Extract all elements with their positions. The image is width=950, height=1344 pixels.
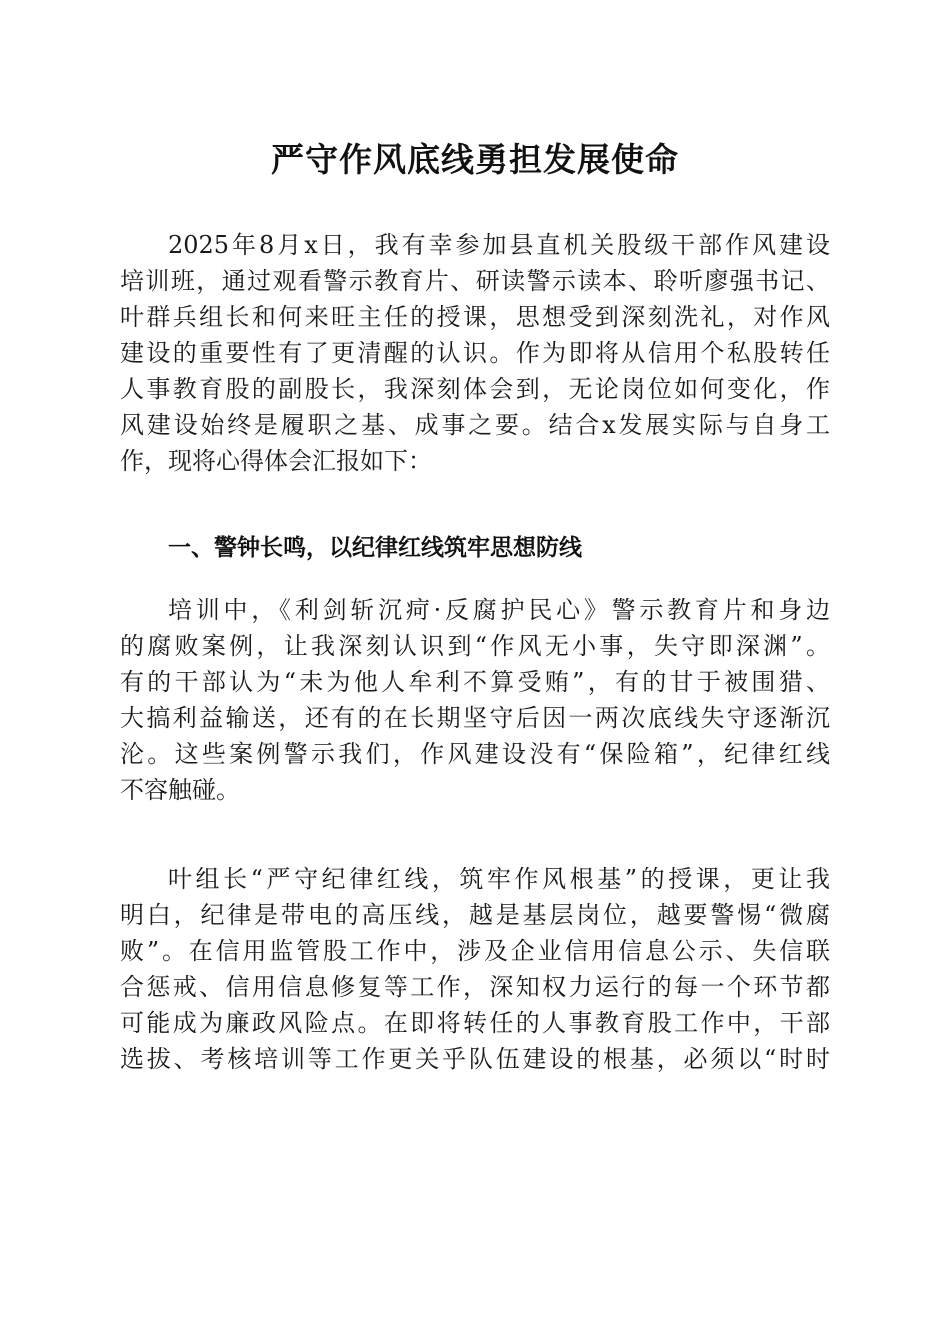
paragraph-1-line-5: 人事教育股的副股长，我深刻体会到，无论岗位如何变化，作 bbox=[120, 375, 830, 403]
paragraph-3-line-5: 可能成为廉政风险点。在即将转任的人事教育股工作中，干部 bbox=[120, 1009, 830, 1037]
paragraph-2-line-3: 有的干部认为“未为他人牟利不算受贿”，有的甘于被围猎、 bbox=[120, 668, 830, 696]
paragraph-2-line-4: 大搞利益输送，还有的在长期坚守后因一两次底线失守逐渐沉 bbox=[120, 704, 830, 732]
paragraph-2-line-6: 不容触碰。 bbox=[120, 776, 240, 804]
paragraph-3-line-1: 叶组长“严守纪律红线，筑牢作风根基”的授课，更让我 bbox=[168, 865, 830, 893]
paragraph-2-line-1: 培训中，《利剑斩沉疴·反腐护民心》警示教育片和身边 bbox=[168, 596, 830, 624]
paragraph-3-line-4: 合惩戒、信用信息修复等工作，深知权力运行的每一个环节都 bbox=[120, 973, 830, 1001]
paragraph-1-line-7: 作，现将心得体会汇报如下： bbox=[120, 447, 432, 475]
paragraph-3-line-3: 败”。在信用监管股工作中，涉及企业信用信息公示、失信联 bbox=[120, 937, 830, 965]
paragraph-3-line-2: 明白，纪律是带电的高压线，越是基层岗位，越要警惕“微腐 bbox=[120, 901, 830, 929]
paragraph-1-line-4: 建设的重要性有了更清醒的认识。作为即将从信用个私股转任 bbox=[120, 339, 830, 367]
paragraph-2-line-2: 的腐败案例，让我深刻认识到“作风无小事，失守即深渊”。 bbox=[120, 632, 830, 660]
paragraph-3-line-6: 选拔、考核培训等工作更关乎队伍建设的根基，必须以“时时 bbox=[120, 1045, 830, 1073]
document-title: 严守作风底线勇担发展使命 bbox=[271, 140, 679, 179]
paragraph-1-line-2: 培训班，通过观看警示教育片、研读警示读本、聆听廖强书记、 bbox=[120, 267, 830, 295]
paragraph-2-line-5: 沦。这些案例警示我们，作风建设没有“保险箱”，纪律红线 bbox=[120, 740, 830, 768]
paragraph-1-line-3: 叶群兵组长和何来旺主任的授课，思想受到深刻洗礼，对作风 bbox=[120, 303, 830, 331]
paragraph-1-line-1: 2025年8月x日，我有幸参加县直机关股级干部作风建设 bbox=[168, 231, 830, 259]
section-heading-1: 一、警钟长鸣，以纪律红线筑牢思想防线 bbox=[168, 535, 582, 561]
paragraph-1-line-6: 风建设始终是履职之基、成事之要。结合x发展实际与自身工 bbox=[120, 411, 830, 439]
